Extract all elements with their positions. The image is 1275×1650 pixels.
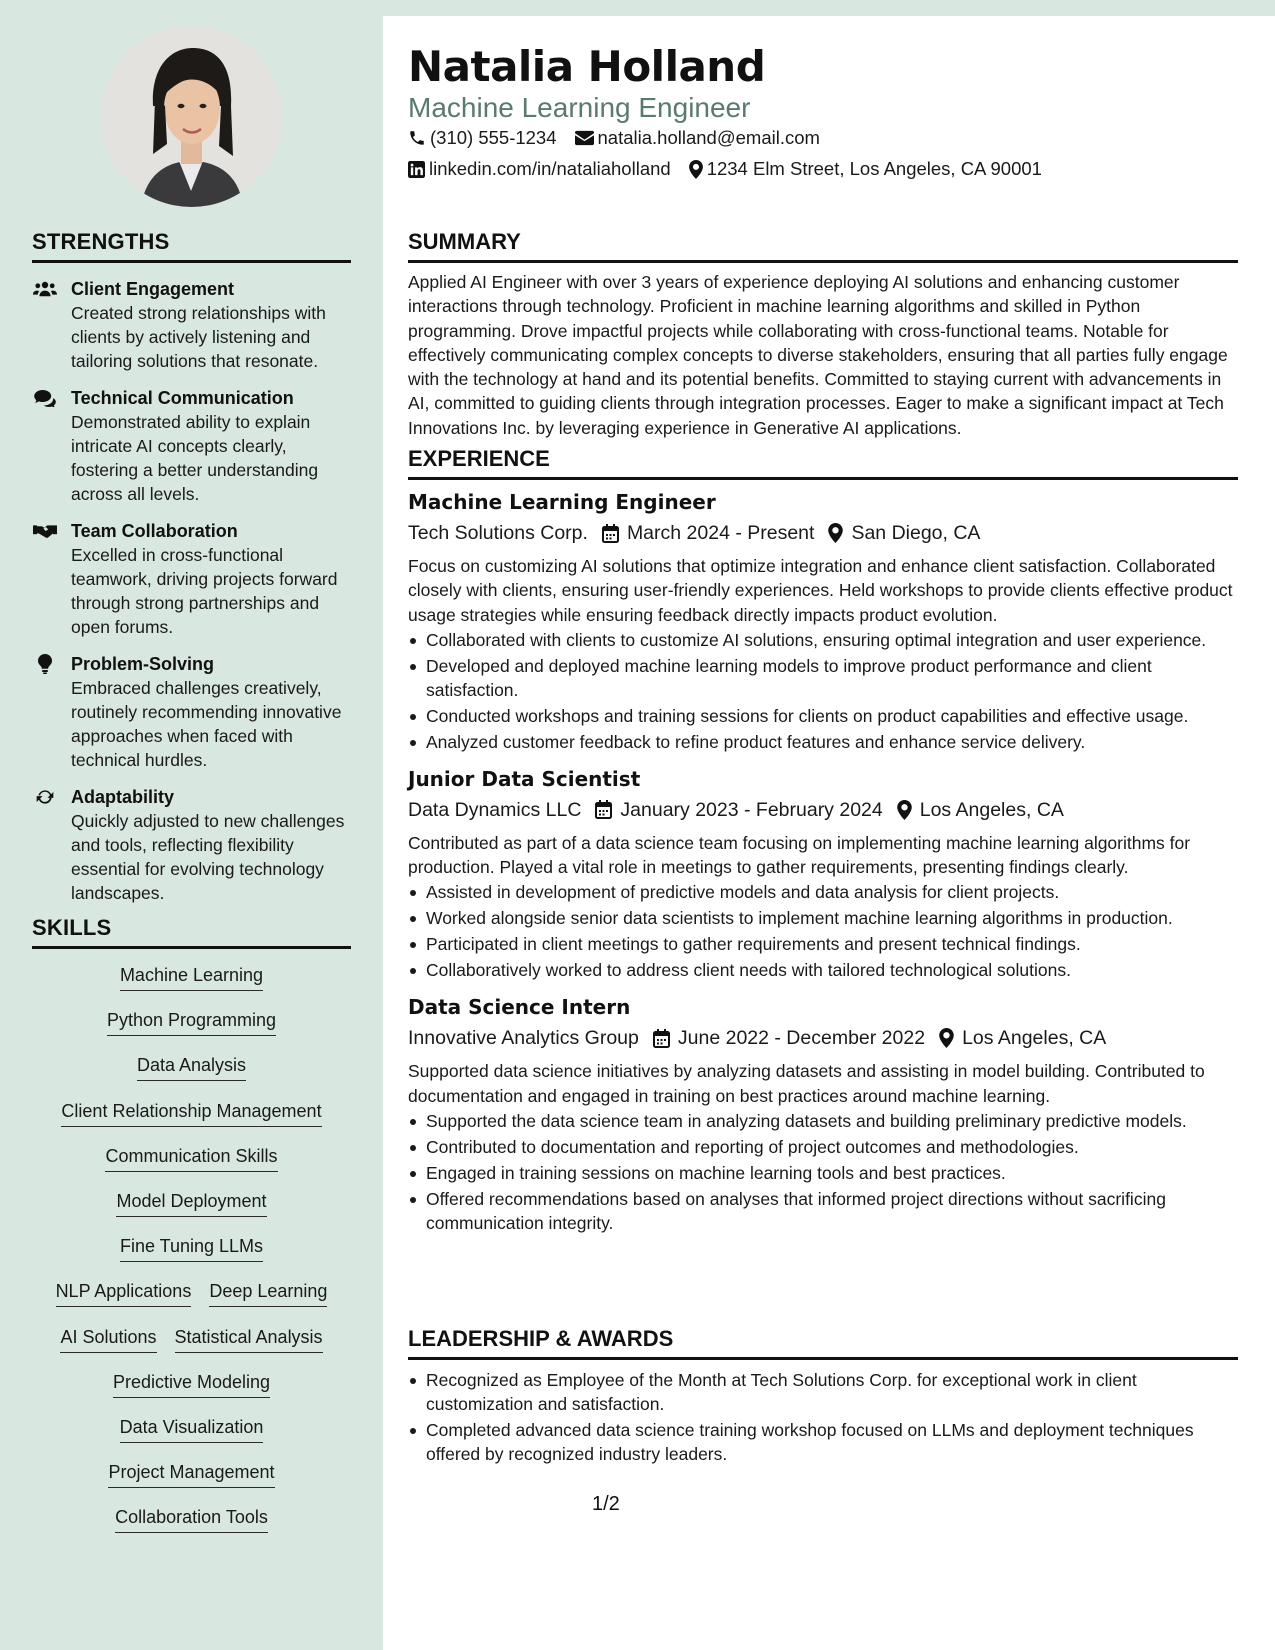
strength-item	[32, 652, 351, 772]
strength-item	[32, 519, 351, 639]
job-entry	[408, 487, 1238, 754]
skill-tag: Collaboration Tools	[115, 1505, 268, 1533]
skill-row	[32, 1144, 351, 1189]
map-marker-icon-wrap	[939, 1028, 954, 1048]
map-marker-icon	[689, 160, 703, 179]
job-meta	[408, 518, 1238, 548]
job-bullets	[408, 880, 1238, 982]
job-location: San Diego, CA	[851, 522, 981, 544]
award-item: Completed advanced data science training workshop focused on LLMs and deployment techniques offered by recognized industry leaders.	[408, 1418, 1238, 1466]
job-description: Supported data science initiatives by analyzing datasets and assisting in model building. Contributed to documentation and engaged in training on best practices around machine learning.	[408, 1061, 1205, 1106]
page-number: 1/2	[592, 1493, 620, 1515]
map-marker-icon	[828, 523, 843, 543]
strength-item	[32, 386, 351, 506]
skill-tag: Project Management	[108, 1460, 274, 1488]
strength-title: Team Collaboration	[71, 521, 238, 541]
profile-photo	[101, 26, 282, 207]
skill-row	[32, 1008, 351, 1053]
calendar-icon-wrap	[602, 524, 619, 543]
skill-row	[32, 1370, 351, 1415]
strengths-section	[32, 229, 351, 905]
bullet-item: Engaged in training sessions on machine learning tools and best practices.	[408, 1161, 1238, 1185]
comments-icon	[32, 388, 58, 408]
skill-tag: Python Programming	[107, 1008, 276, 1036]
strength-title: Problem-Solving	[71, 654, 215, 674]
contact-row-1	[408, 127, 820, 149]
skills-heading: SKILLS	[32, 915, 351, 949]
summary-heading: SUMMARY	[408, 229, 1238, 263]
skills-section	[32, 915, 351, 1550]
summary-section	[408, 229, 1238, 440]
award-item: Recognized as Employee of the Month at Tech Solutions Corp. for exceptional work in client customization and satisfaction.	[408, 1368, 1238, 1416]
experience-section	[408, 446, 1238, 1237]
skill-row	[32, 1189, 351, 1234]
skill-tag: Data Analysis	[137, 1053, 246, 1081]
job-role: Junior Data Scientist	[408, 766, 641, 791]
job-role: Data Science Intern	[408, 995, 631, 1020]
bullet-item: Contributed to documentation and reporting of project outcomes and methodologies.	[408, 1135, 1238, 1159]
job-company: Innovative Analytics Group	[408, 1027, 639, 1050]
job-dates: June 2022 - December 2022	[677, 1027, 926, 1050]
skill-row	[32, 963, 351, 1008]
job-company: Data Dynamics LLC	[408, 798, 582, 821]
bullet-item: Developed and deployed machine learning models to improve product performance and client satisfaction.	[408, 654, 1238, 702]
job-description: Contributed as part of a data science team focusing on implementing machine learning algorithms for production. Played a vital role in meetings to gather requirements, presenting findings clearly.	[408, 832, 1191, 878]
linkedin-icon	[408, 161, 425, 178]
strength-desc: Embraced challenges creatively, routinely recommending innovative approaches when faced with technical hurdles.	[71, 678, 342, 770]
job-entry	[408, 992, 1238, 1235]
phone-contact	[408, 127, 557, 149]
address-contact	[689, 158, 1042, 180]
skill-row	[32, 1099, 351, 1144]
strength-desc: Quickly adjusted to new challenges and tools, reflecting flexibility essential for evolving technology landscapes.	[71, 811, 345, 903]
sidebar	[0, 0, 383, 1650]
skills-list	[32, 963, 351, 1550]
job-entry	[408, 764, 1238, 983]
map-marker-icon-wrap	[828, 523, 843, 543]
job-bullets	[408, 1109, 1238, 1235]
strength-desc: Created strong relationships with clients by actively listening and tailoring solutions that resonate.	[71, 303, 326, 371]
experience-heading: EXPERIENCE	[408, 446, 1238, 480]
strength-title: Adaptability	[71, 787, 175, 807]
users-icon	[32, 279, 58, 299]
skill-row	[32, 1415, 351, 1460]
contact-row-2	[408, 158, 1042, 180]
strength-item	[32, 785, 351, 905]
skill-row	[32, 1325, 351, 1370]
job-role: Machine Learning Engineer	[408, 490, 716, 514]
lightbulb-icon	[32, 654, 58, 674]
skill-row	[32, 1279, 351, 1324]
job-dates: January 2023 - February 2024	[620, 798, 883, 821]
strength-desc: Demonstrated ability to explain intricate AI concepts clearly, fostering a better understanding across all levels.	[71, 412, 319, 504]
bullet-item: Conducted workshops and training sessions for clients on product capabilities and effective usage.	[408, 704, 1238, 728]
skill-tag: NLP Applications	[56, 1279, 192, 1307]
calendar-icon-wrap	[595, 800, 612, 819]
sync-icon	[32, 787, 58, 807]
bullet-item: Offered recommendations based on analyses that informed project directions without sacrificing communication integrity.	[408, 1187, 1238, 1235]
bullet-item: Participated in client meetings to gather requirements and present technical findings.	[408, 932, 1238, 956]
skill-tag: Predictive Modeling	[113, 1370, 270, 1398]
job-location: Los Angeles, CA	[962, 1027, 1107, 1050]
skill-tag: Fine Tuning LLMs	[120, 1234, 263, 1262]
job-meta	[408, 795, 1238, 825]
job-meta	[408, 1023, 1238, 1053]
envelope-icon	[575, 130, 594, 146]
job-dates: March 2024 - Present	[626, 522, 815, 544]
address-text: 1234 Elm Street, Los Angeles, CA 90001	[706, 158, 1042, 179]
skill-tag: AI Solutions	[60, 1325, 156, 1353]
calendar-icon	[602, 524, 619, 543]
leadership-list	[408, 1368, 1238, 1466]
skill-row	[32, 1505, 351, 1550]
skill-tag: Communication Skills	[105, 1144, 277, 1172]
email-contact[interactable]	[575, 127, 820, 149]
skill-tag: Machine Learning	[120, 963, 263, 991]
map-marker-icon	[939, 1028, 954, 1048]
skill-row	[32, 1053, 351, 1098]
strength-title: Technical Communication	[71, 388, 294, 408]
skill-row	[32, 1460, 351, 1505]
skill-tag: Model Deployment	[116, 1189, 266, 1217]
candidate-title: Machine Learning Engineer	[408, 92, 751, 123]
bullet-item: Assisted in development of predictive models and data analysis for client projects.	[408, 880, 1238, 904]
skill-tag: Client Relationship Management	[61, 1099, 321, 1127]
linkedin-contact[interactable]	[408, 158, 671, 180]
handshake-icon	[32, 521, 58, 541]
main-content	[383, 16, 1275, 1650]
phone-text: (310) 555-1234	[430, 127, 557, 148]
bullet-item: Analyzed customer feedback to refine product features and enhance service delivery.	[408, 730, 1238, 754]
email-text[interactable]: natalia.holland@email.com	[597, 127, 820, 148]
skill-tag: Deep Learning	[209, 1279, 327, 1307]
strength-title: Client Engagement	[71, 279, 235, 299]
leadership-heading: LEADERSHIP & AWARDS	[408, 1326, 1238, 1360]
calendar-icon	[595, 800, 612, 819]
skill-tag: Data Visualization	[120, 1415, 264, 1443]
strength-desc: Excelled in cross-functional teamwork, driving projects forward through strong partnerships and open forums.	[71, 545, 338, 637]
map-marker-icon	[897, 800, 912, 820]
summary-text: Applied AI Engineer with over 3 years of experience deploying AI solutions and enhancing customer interactions through technology. Proficient in machine learning algorithms and skilled in Python programming. Drove impactful projects while collaborating with cross-functional teams. Notable for effectively communicating complex concepts to diverse stakeholders, ensuring that all parties fully engage with the technology at hand and its potential benefits. Committed to staying current with advancements in AI, committed to guiding clients through integration processes. Eager to make a significant impact at Tech Innovations Inc. by leveraging experience in Generative AI applications.	[408, 272, 1228, 438]
map-marker-icon-wrap	[897, 800, 912, 820]
skill-row	[32, 1234, 351, 1279]
job-company: Tech Solutions Corp.	[408, 522, 588, 544]
bullet-item: Worked alongside senior data scientists to implement machine learning algorithms in production.	[408, 906, 1238, 930]
strengths-heading: STRENGTHS	[32, 229, 351, 263]
linkedin-text[interactable]: linkedin.com/in/nataliaholland	[429, 158, 671, 179]
job-bullets	[408, 628, 1238, 754]
bullet-item: Collaboratively worked to address client needs with tailored technological solutions.	[408, 958, 1238, 982]
candidate-name: Natalia Holland	[408, 42, 766, 91]
job-location: Los Angeles, CA	[919, 798, 1064, 821]
bullet-item: Collaborated with clients to customize AI solutions, ensuring optimal integration and user experience.	[408, 628, 1238, 652]
leadership-section	[408, 1326, 1238, 1468]
skill-tag: Statistical Analysis	[175, 1325, 323, 1353]
bullet-item: Supported the data science team in analyzing datasets and building preliminary predictive models.	[408, 1109, 1238, 1133]
phone-icon	[408, 129, 426, 147]
strength-item	[32, 277, 351, 373]
calendar-icon-wrap	[653, 1029, 670, 1048]
job-description: Focus on customizing AI solutions that optimize integration and enhance client satisfaction. Collaborated closely with clients, ensuring user-friendly experiences. Held workshops to provide clients effective product usage strategies while ensuring feedback directly impacts product evolution.	[408, 556, 1233, 625]
calendar-icon	[653, 1029, 670, 1048]
